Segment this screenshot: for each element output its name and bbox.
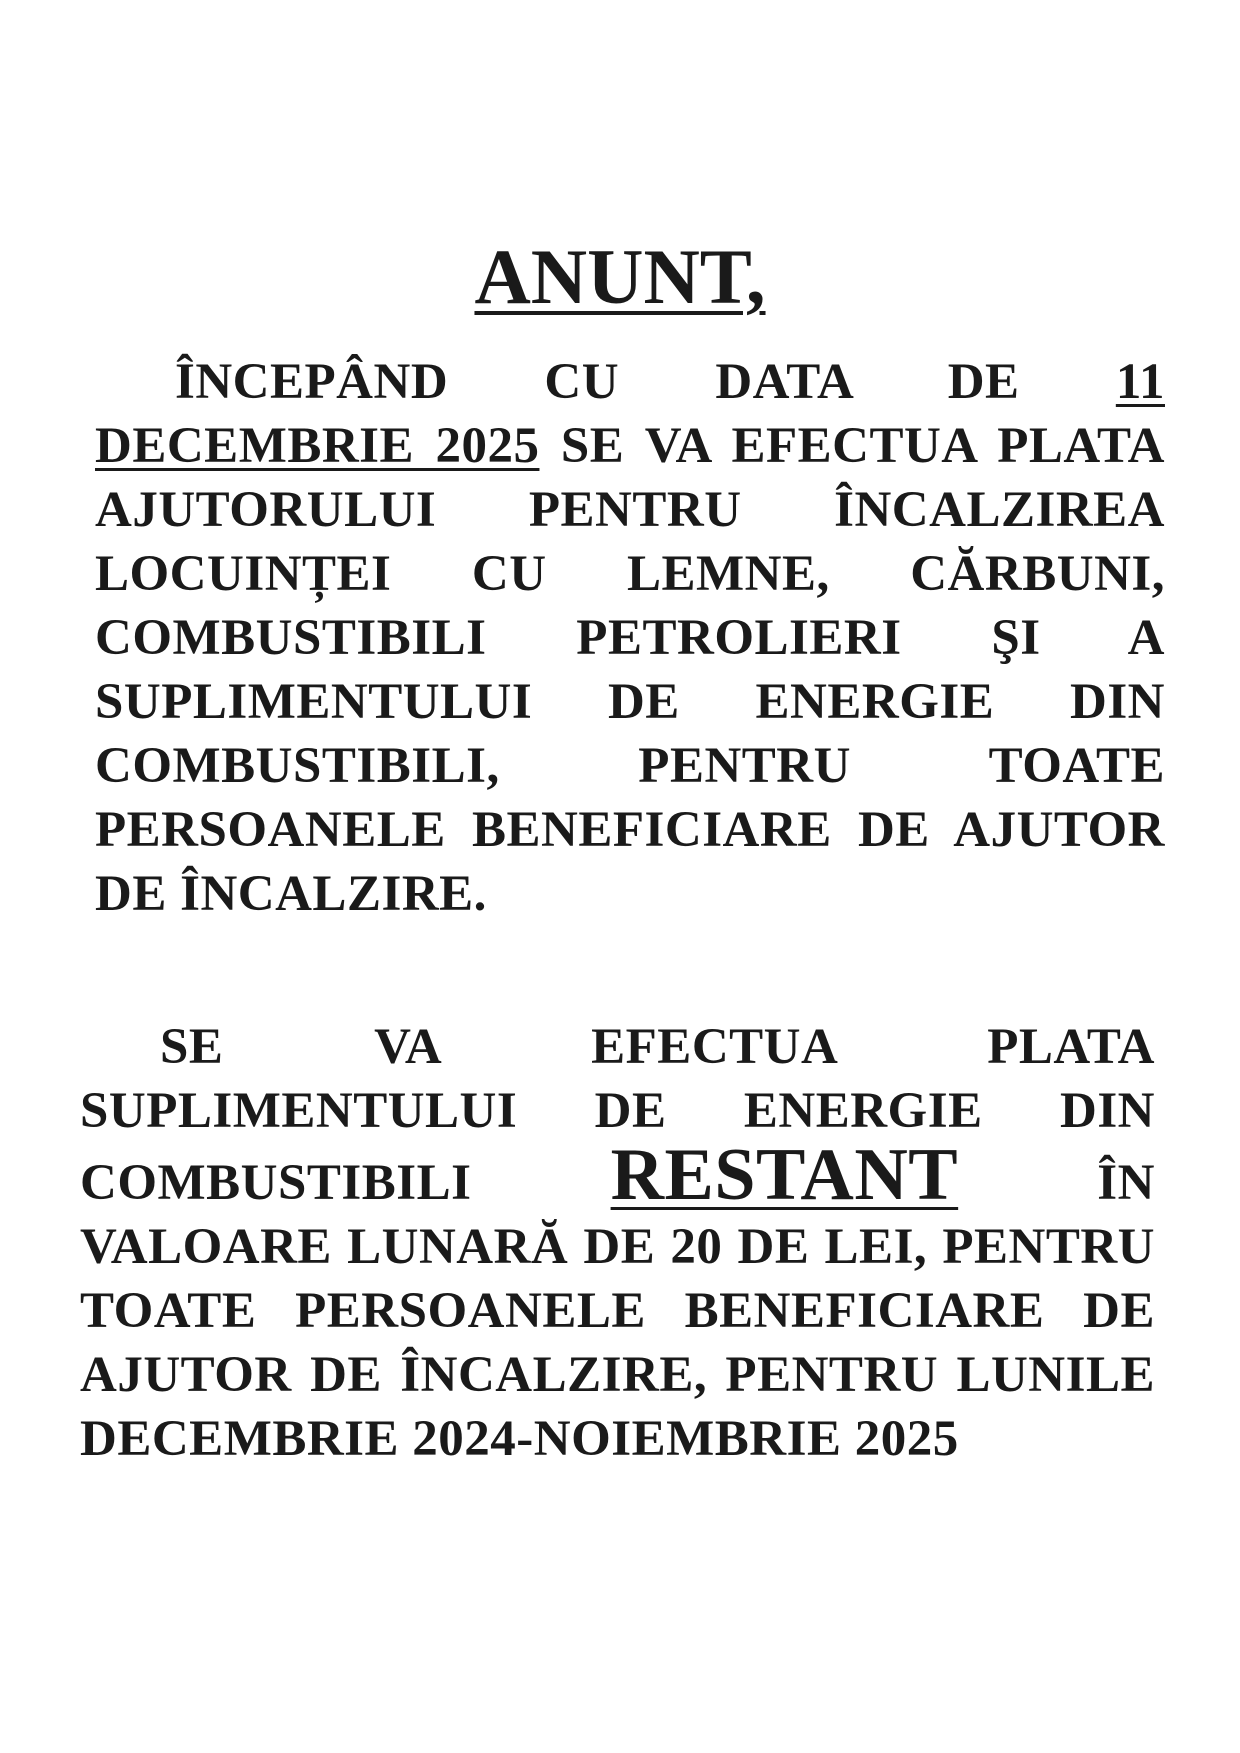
payment-start-date: 11 DECEMBRIE 2025 [95,354,1165,474]
paragraph-1-body: SE VA EFECTUA PLATA AJUTORULUI PENTRU ÎNCALZIREA LOCUINȚEI CU LEMNE, CĂRBUNI, COMBUSTIBILI PETROLIERI ŞI A SUPLIMENTULUI DE ENERGIE DIN COMBUSTIBILI, PENTRU TOATE PERSOANELE BENEFICIARE DE AJUTOR DE ÎNCALZIRE. [95,418,1166,922]
restant-emphasis: RESTANT [610,1134,959,1216]
paragraph-2-body: ÎN VALOARE LUNARĂ DE 20 DE LEI, PENTRU TOATE PERSOANELE BENEFICIARE DE AJUTOR DE ÎNCALZIRE, PENTRU LUNILE DECEMBRIE 2024-NOIEMBRIE 2025 [80,1155,1155,1467]
announcement-title-text: ANUNT, [474,233,766,320]
paragraph-restant-payment [80,1015,1155,1471]
paragraph-1-intro: ÎNCEPÂND CU DATA DE [175,354,1116,410]
announcement-title [0,232,1240,322]
paragraph-payment-start [95,350,1165,926]
paragraph-2-intro: SE VA EFECTUA PLATA SUPLIMENTULUI DE ENERGIE DIN COMBUSTIBILI [80,1019,1155,1211]
